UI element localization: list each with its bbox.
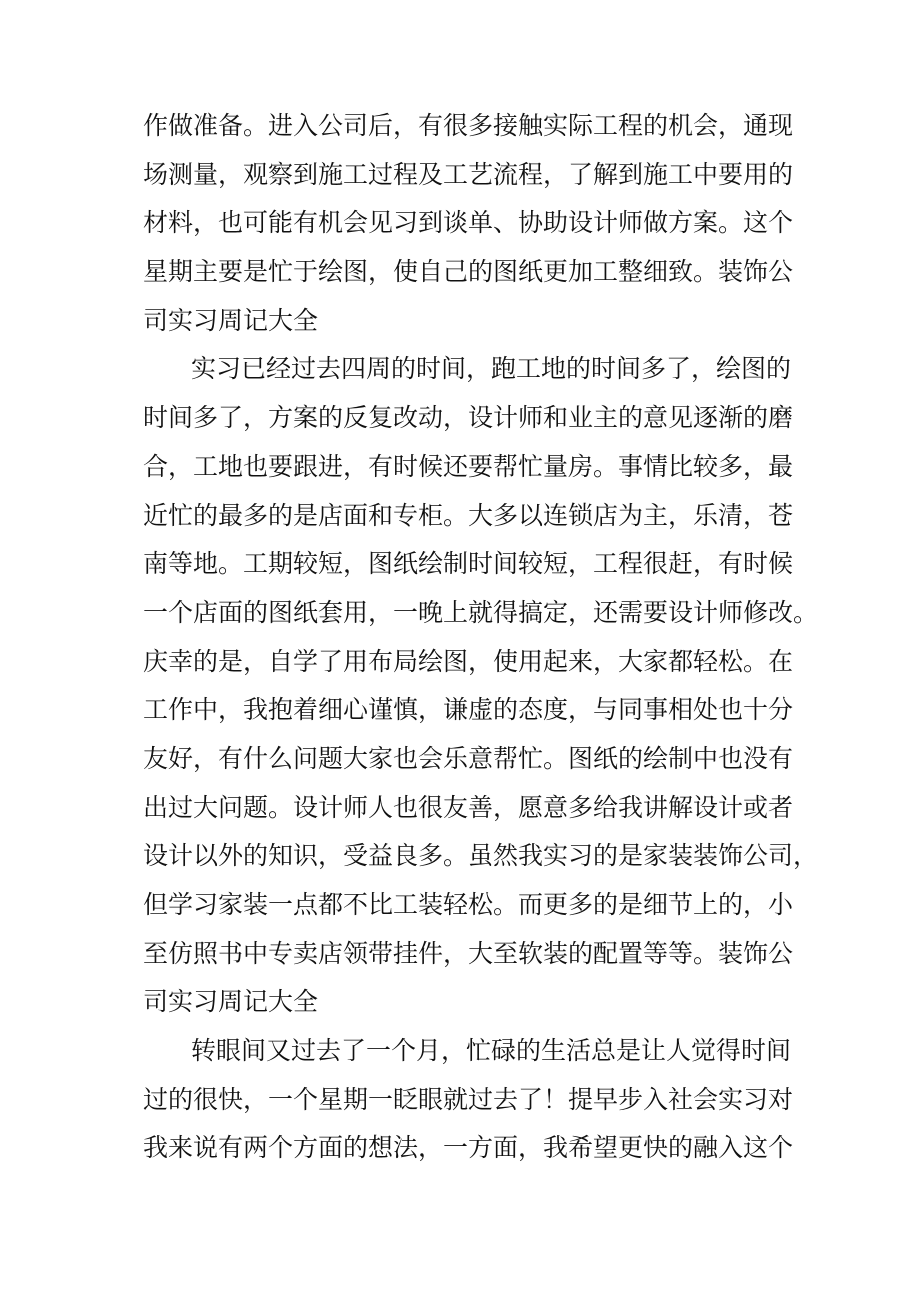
text-line: 设计以外的知识，受益良多。虽然我实习的是家装装饰公司， [143, 841, 819, 871]
text-line: 作做准备。进入公司后，有很多接触实际工程的机会，通现 [143, 111, 794, 140]
text-line: 但学习家装一点都不比工装轻松。而更多的是细节上的，小 [143, 890, 794, 919]
text-line: 时间多了，方案的反复改动，设计师和业主的意见逐渐的磨 [143, 403, 794, 433]
text-line: 工作中，我抱着细心谨慎，谦虚的态度，与同事相处也十分 [143, 695, 794, 725]
text-line: 至仿照书中专卖店领带挂件，大至软装的配置等等。装饰公 [143, 938, 794, 968]
text-line: 司实习周记大全 [143, 987, 319, 1017]
paragraph-first-line: 转眼间又过去了一个月，忙碌的生活总是让人觉得时间 [191, 1036, 792, 1066]
text-line: 场测量，观察到施工过程及工艺流程，了解到施工中要用的 [143, 159, 794, 189]
document-body [143, 102, 819, 1173]
text-line: 出过大问题。设计师人也很友善，愿意多给我讲解设计或者 [143, 792, 794, 822]
paragraph-first-line: 实习已经过去四周的时间，跑工地的时间多了，绘图的 [191, 354, 792, 384]
text-line: 友好，有什么问题大家也会乐意帮忙。图纸的绘制中也没有 [143, 743, 794, 773]
text-line: 材料，也可能有机会见习到谈单、协助设计师做方案。这个 [143, 208, 794, 238]
text-line: 一个店面的图纸套用，一晚上就得搞定，还需要设计师修改。 [143, 597, 819, 627]
text-line: 我来说有两个方面的想法，一方面，我希望更快的融入这个 [143, 1133, 794, 1163]
text-line: 司实习周记大全 [143, 305, 319, 335]
text-line: 南等地。工期较短，图纸绘制时间较短，工程很赶，有时候 [143, 549, 794, 579]
text-line: 庆幸的是，自学了用布局绘图，使用起来，大家都轻松。在 [143, 646, 794, 676]
text-line: 过的很快，一个星期一眨眼就过去了！提早步入社会实习对 [143, 1084, 794, 1114]
text-line: 合，工地也要跟进，有时候还要帮忙量房。事情比较多，最 [143, 451, 794, 481]
text-line: 星期主要是忙于绘图，使自己的图纸更加工整细致。装饰公 [143, 257, 794, 287]
text-line: 近忙的最多的是店面和专柜。大多以连锁店为主，乐清，苍 [143, 500, 794, 530]
